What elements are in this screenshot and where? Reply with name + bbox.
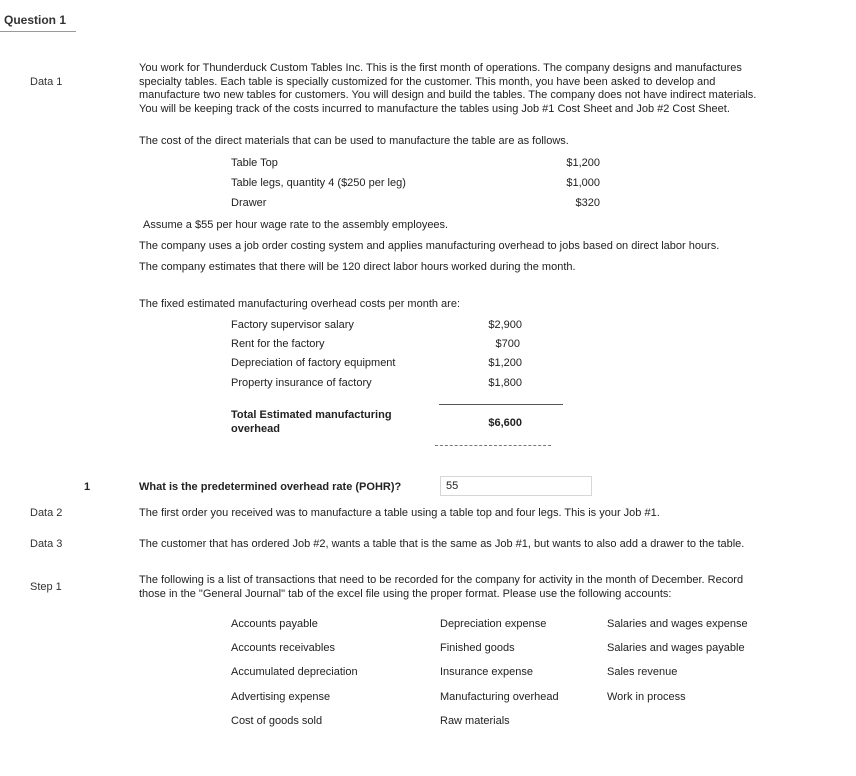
step1-line: The following is a list of transactions that need to be recorded for the company for activity in the month of December. Record [139, 574, 744, 586]
account-item: Finished goods [440, 642, 515, 654]
data1-label: Data 1 [30, 76, 63, 88]
material-amount: $1,000 [566, 177, 600, 189]
total-label-line1: Total Estimated manufacturing [231, 409, 392, 421]
overhead-amount: $2,900 [488, 319, 522, 331]
step1-paragraph [139, 574, 779, 601]
account-item: Sales revenue [607, 666, 678, 678]
account-item: Insurance expense [440, 666, 533, 678]
material-amount: $1,200 [566, 157, 600, 169]
intro-line: You work for Thunderduck Custom Tables Inc. This is the first month of operations. The company designs and manufactures [139, 62, 742, 74]
intro-line: You will be keeping track of the costs incurred to manufacture the tables using Job #1 Cost Sheet and Job #2 Cost Sheet. [139, 102, 730, 115]
title-underline [0, 31, 76, 32]
question-number: 1 [84, 481, 91, 493]
account-item: Cost of goods sold [231, 715, 323, 727]
overhead-intro: The fixed estimated manufacturing overhead costs per month are: [139, 298, 461, 310]
total-divider [439, 404, 563, 405]
pohr-question: What is the predetermined overhead rate (POHR)? [139, 481, 402, 493]
data3-text: The customer that has ordered Job #2, wants a table that is the same as Job #1, but wants to also add a drawer to the table. [139, 538, 745, 550]
material-label: Table legs, quantity 4 ($250 per leg) [231, 177, 406, 189]
intro-line: manufacture two new tables for customers. You will design and build the tables. The company does not have indirect materials. [139, 89, 757, 101]
overhead-amount: $1,200 [488, 357, 522, 369]
account-item: Depreciation expense [440, 618, 547, 630]
account-item: Raw materials [440, 715, 510, 727]
material-label: Drawer [231, 197, 267, 209]
account-item: Accumulated depreciation [231, 666, 358, 678]
account-item: Advertising expense [231, 691, 331, 703]
wage-text: Assume a $55 per hour wage rate to the assembly employees. [143, 219, 449, 231]
total-dashed-rule [435, 445, 551, 446]
material-label: Table Top [231, 157, 278, 169]
overhead-label: Rent for the factory [231, 338, 325, 350]
question-title: Question 1 [4, 13, 67, 27]
intro-line: specialty tables. Each table is specially customized for the customer. This month, you have been asked to develop and [139, 75, 716, 88]
account-item: Accounts payable [231, 618, 318, 630]
intro-paragraph [139, 62, 779, 116]
total-amount: $6,600 [488, 417, 522, 429]
data2-label: Data 2 [30, 507, 63, 519]
overhead-amount: $700 [495, 338, 520, 350]
account-item: Work in process [607, 691, 686, 703]
overhead-label: Property insurance of factory [231, 377, 372, 389]
account-item: Accounts receivables [231, 642, 335, 654]
step1-line: those in the "General Journal" tab of the excel file using the proper format. Please use the following accounts: [139, 587, 672, 600]
data2-text: The first order you received was to manufacture a table using a table top and four legs. This is your Job #1. [139, 507, 660, 519]
data3-label: Data 3 [30, 538, 63, 550]
hours-text: The company estimates that there will be 120 direct labor hours worked during the month. [139, 261, 576, 273]
step1-label: Step 1 [30, 581, 62, 593]
account-item: Salaries and wages expense [607, 618, 748, 630]
overhead-amount: $1,800 [488, 377, 522, 389]
costing-text: The company uses a job order costing system and applies manufacturing overhead to jobs based on direct labor hours. [139, 240, 720, 252]
material-amount: $320 [575, 197, 600, 209]
materials-intro: The cost of the direct materials that can be used to manufacture the table are as follows. [139, 135, 569, 147]
total-label-line2: overhead [231, 423, 280, 435]
account-item: Manufacturing overhead [440, 691, 559, 703]
overhead-label: Depreciation of factory equipment [231, 357, 396, 369]
overhead-label: Factory supervisor salary [231, 319, 354, 331]
account-item: Salaries and wages payable [607, 642, 745, 654]
pohr-answer-input[interactable] [440, 476, 592, 496]
